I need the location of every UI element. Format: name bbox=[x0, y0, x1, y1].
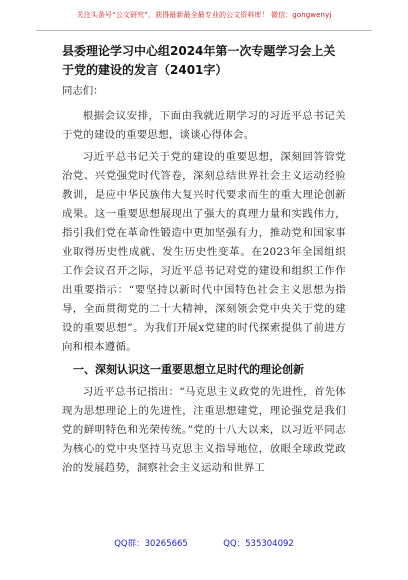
paragraph-overview: 习近平总书记关于党的建设的重要思想，深刻回答管党治党、兴党强党时代答卷，深刻总结世界社会主义运动经验教训，是应中华民族伟大复兴时代要求而生的重大理论创新成果。这一重要思想展现出了强大的真理力量和实践伟力，指引我们党在革命性锻造中更加坚强有力，推动党和国家事业取得历史性成就、发生历史性变革。在2023年全国组织工作会议召开之际，习近平总书记对党的建设和组织工作作出重要指示：“要坚持以新时代中国特色社会主义思想为指导，全面贯彻党的二十大精神，深刻领会党中央关于党的建设的重要思想”。为我们开展x党建的时代探索提供了前进方向和根本遵循。 bbox=[62, 151, 346, 353]
paragraph-intro: 根据会议安排，下面由我就近期学习的习近平总书记关于党的建设的重要思想，谈谈心得体会。 bbox=[62, 110, 346, 141]
footer-qq: QQ：535304092 bbox=[223, 539, 294, 549]
header-divider bbox=[36, 30, 372, 31]
salutation: 同志们： bbox=[62, 85, 104, 97]
paragraph-section-1: 习近平总书记指出：“马克思主义政党的先进性，首先体现为思想理论上的先进性，注重思想建党，理论强党是我们党的鲜明特色和光荣传统。”党的十八大以来，以习近平同志为核心的党中央坚持马克思主义指导地位，放眼全球政党政治的发展趋势，洞察社会主义运动和世界工 bbox=[62, 386, 346, 474]
footer-contact bbox=[0, 537, 408, 549]
footer-qq-group: QQ群：30265665 bbox=[114, 539, 188, 549]
section-heading-1: 一、深刻认识这一重要思想立足时代的理论创新 bbox=[73, 363, 304, 376]
document-title: 县委理论学习中心组2024年第一次专题学习会上关于党的建设的发言（2401字） bbox=[62, 44, 336, 77]
header-banner: 关注头条号“公文研究”，获得最新最全最专业的公文资料库！ 微信：gongwenyj bbox=[76, 11, 332, 19]
document-body bbox=[62, 38, 346, 481]
